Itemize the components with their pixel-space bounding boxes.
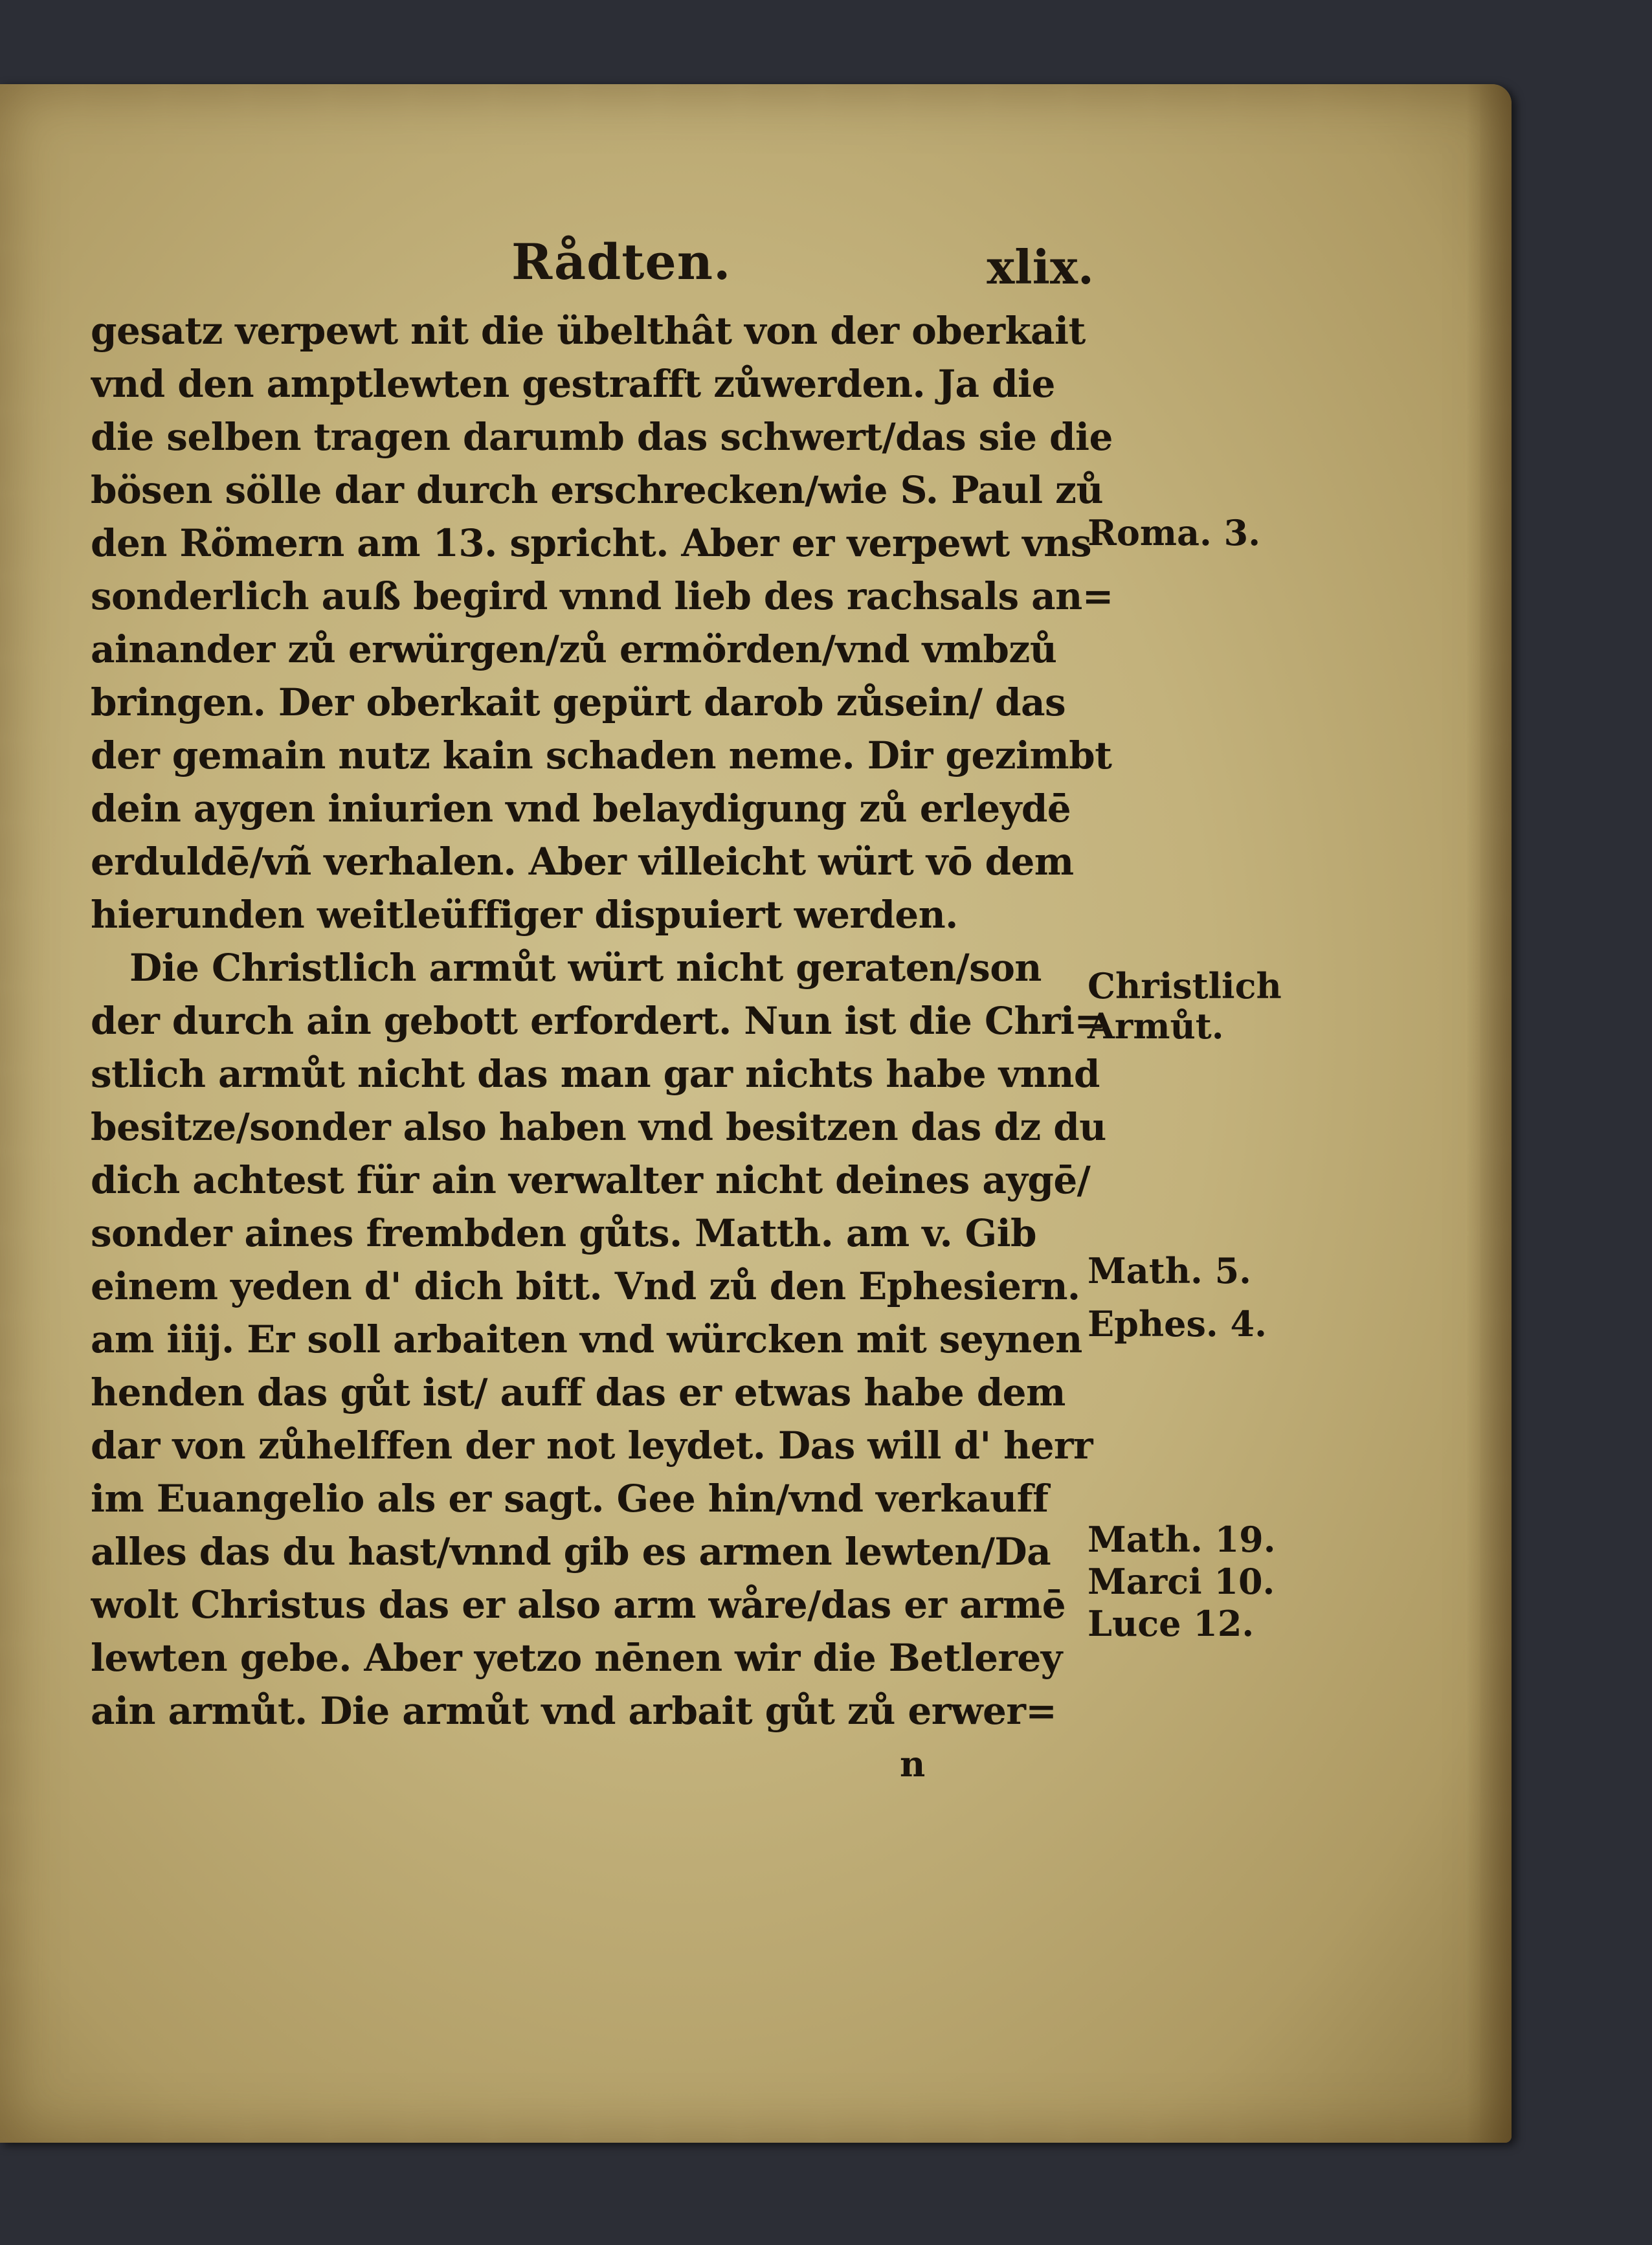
body-text	[91, 304, 1113, 1791]
margin-note-armut: Armůt.	[1088, 1005, 1224, 1047]
margin-note-roma: Roma. 3.	[1088, 512, 1260, 553]
margin-note-math-5: Math. 5.	[1088, 1250, 1251, 1291]
text-line: stlich armůt nicht das man gar nichts habe vnnd	[91, 1052, 1100, 1096]
folio-number: xlix.	[987, 240, 1094, 295]
margin-note-marci: Marci 10.	[1088, 1561, 1275, 1602]
text-line: bösen sölle dar durch erschrecken/wie S. Paul zů	[91, 468, 1103, 512]
text-line: wolt Christus das er also arm wåre/das er armē	[91, 1583, 1066, 1627]
margin-note-luce: Luce 12.	[1088, 1603, 1255, 1644]
text-line: ainander zů erwürgen/zů ermörden/vnd vmbzů	[91, 627, 1057, 671]
text-line: lewten gebe. Aber yetzo nēnen wir die Betlerey	[91, 1636, 1062, 1680]
text-line: ain armůt. Die armůt vnd arbait gůt zů erwer=	[91, 1689, 1057, 1733]
text-line: hierunden weitleüffiger dispuiert werden.	[91, 893, 958, 937]
text-line: dich achtest für ain verwalter nicht deines aygē/	[91, 1158, 1091, 1202]
text-line: dar von zůhelffen der not leydet. Das will d' herr	[91, 1424, 1093, 1468]
book-page	[0, 84, 1512, 2143]
text-line: vnd den amptlewten gestrafft zůwerden. Ja die	[91, 362, 1055, 406]
page-header	[97, 227, 1094, 298]
text-line: einem yeden d' dich bitt. Vnd zů den Ephesiern.	[91, 1264, 1080, 1308]
text-line: erduldē/vñ verhalen. Aber villeicht würt vō dem	[91, 840, 1074, 884]
margin-note-ephes: Ephes. 4.	[1088, 1303, 1267, 1345]
text-line: henden das gůt ist/ auff das er etwas habe dem	[91, 1370, 1066, 1414]
margin-note-christlich: Christlich	[1088, 965, 1282, 1007]
text-line: am iiij. Er soll arbaiten vnd würcken mit seynen	[91, 1317, 1082, 1361]
text-line: der gemain nutz kain schaden neme. Dir gezimbt	[91, 733, 1112, 777]
text-line: der durch ain gebott erfordert. Nun ist die Chri=	[91, 999, 1106, 1043]
margin-note-math-19: Math. 19.	[1088, 1519, 1276, 1560]
text-line: gesatz verpewt nit die übelthât von der oberkait	[91, 309, 1086, 353]
text-line: besitze/sonder also haben vnd besitzen das dz du	[91, 1105, 1106, 1149]
text-line: den Römern am 13. spricht. Aber er verpewt vns	[91, 521, 1091, 565]
text-line: sonderlich auß begird vnnd lieb des rachsals an=	[91, 574, 1113, 618]
text-line: sonder aines frembden gůts. Matth. am v. Gib	[91, 1211, 1036, 1255]
text-line: dein aygen iniurien vnd belaydigung zů erleydē	[91, 787, 1071, 831]
catchword: n	[900, 1743, 925, 1785]
text-line: bringen. Der oberkait gepürt darob zůsein/ das	[91, 680, 1066, 724]
text-line: im Euangelio als er sagt. Gee hin/vnd verkauff	[91, 1477, 1049, 1521]
text-line: alles das du hast/vnnd gib es armen lewten/Da	[91, 1530, 1051, 1574]
text-line-paragraph-start: Die Christlich armůt würt nicht geraten/son	[129, 946, 1042, 990]
text-line: die selben tragen darumb das schwert/das sie die	[91, 415, 1113, 459]
running-title: Rådten.	[511, 233, 731, 291]
